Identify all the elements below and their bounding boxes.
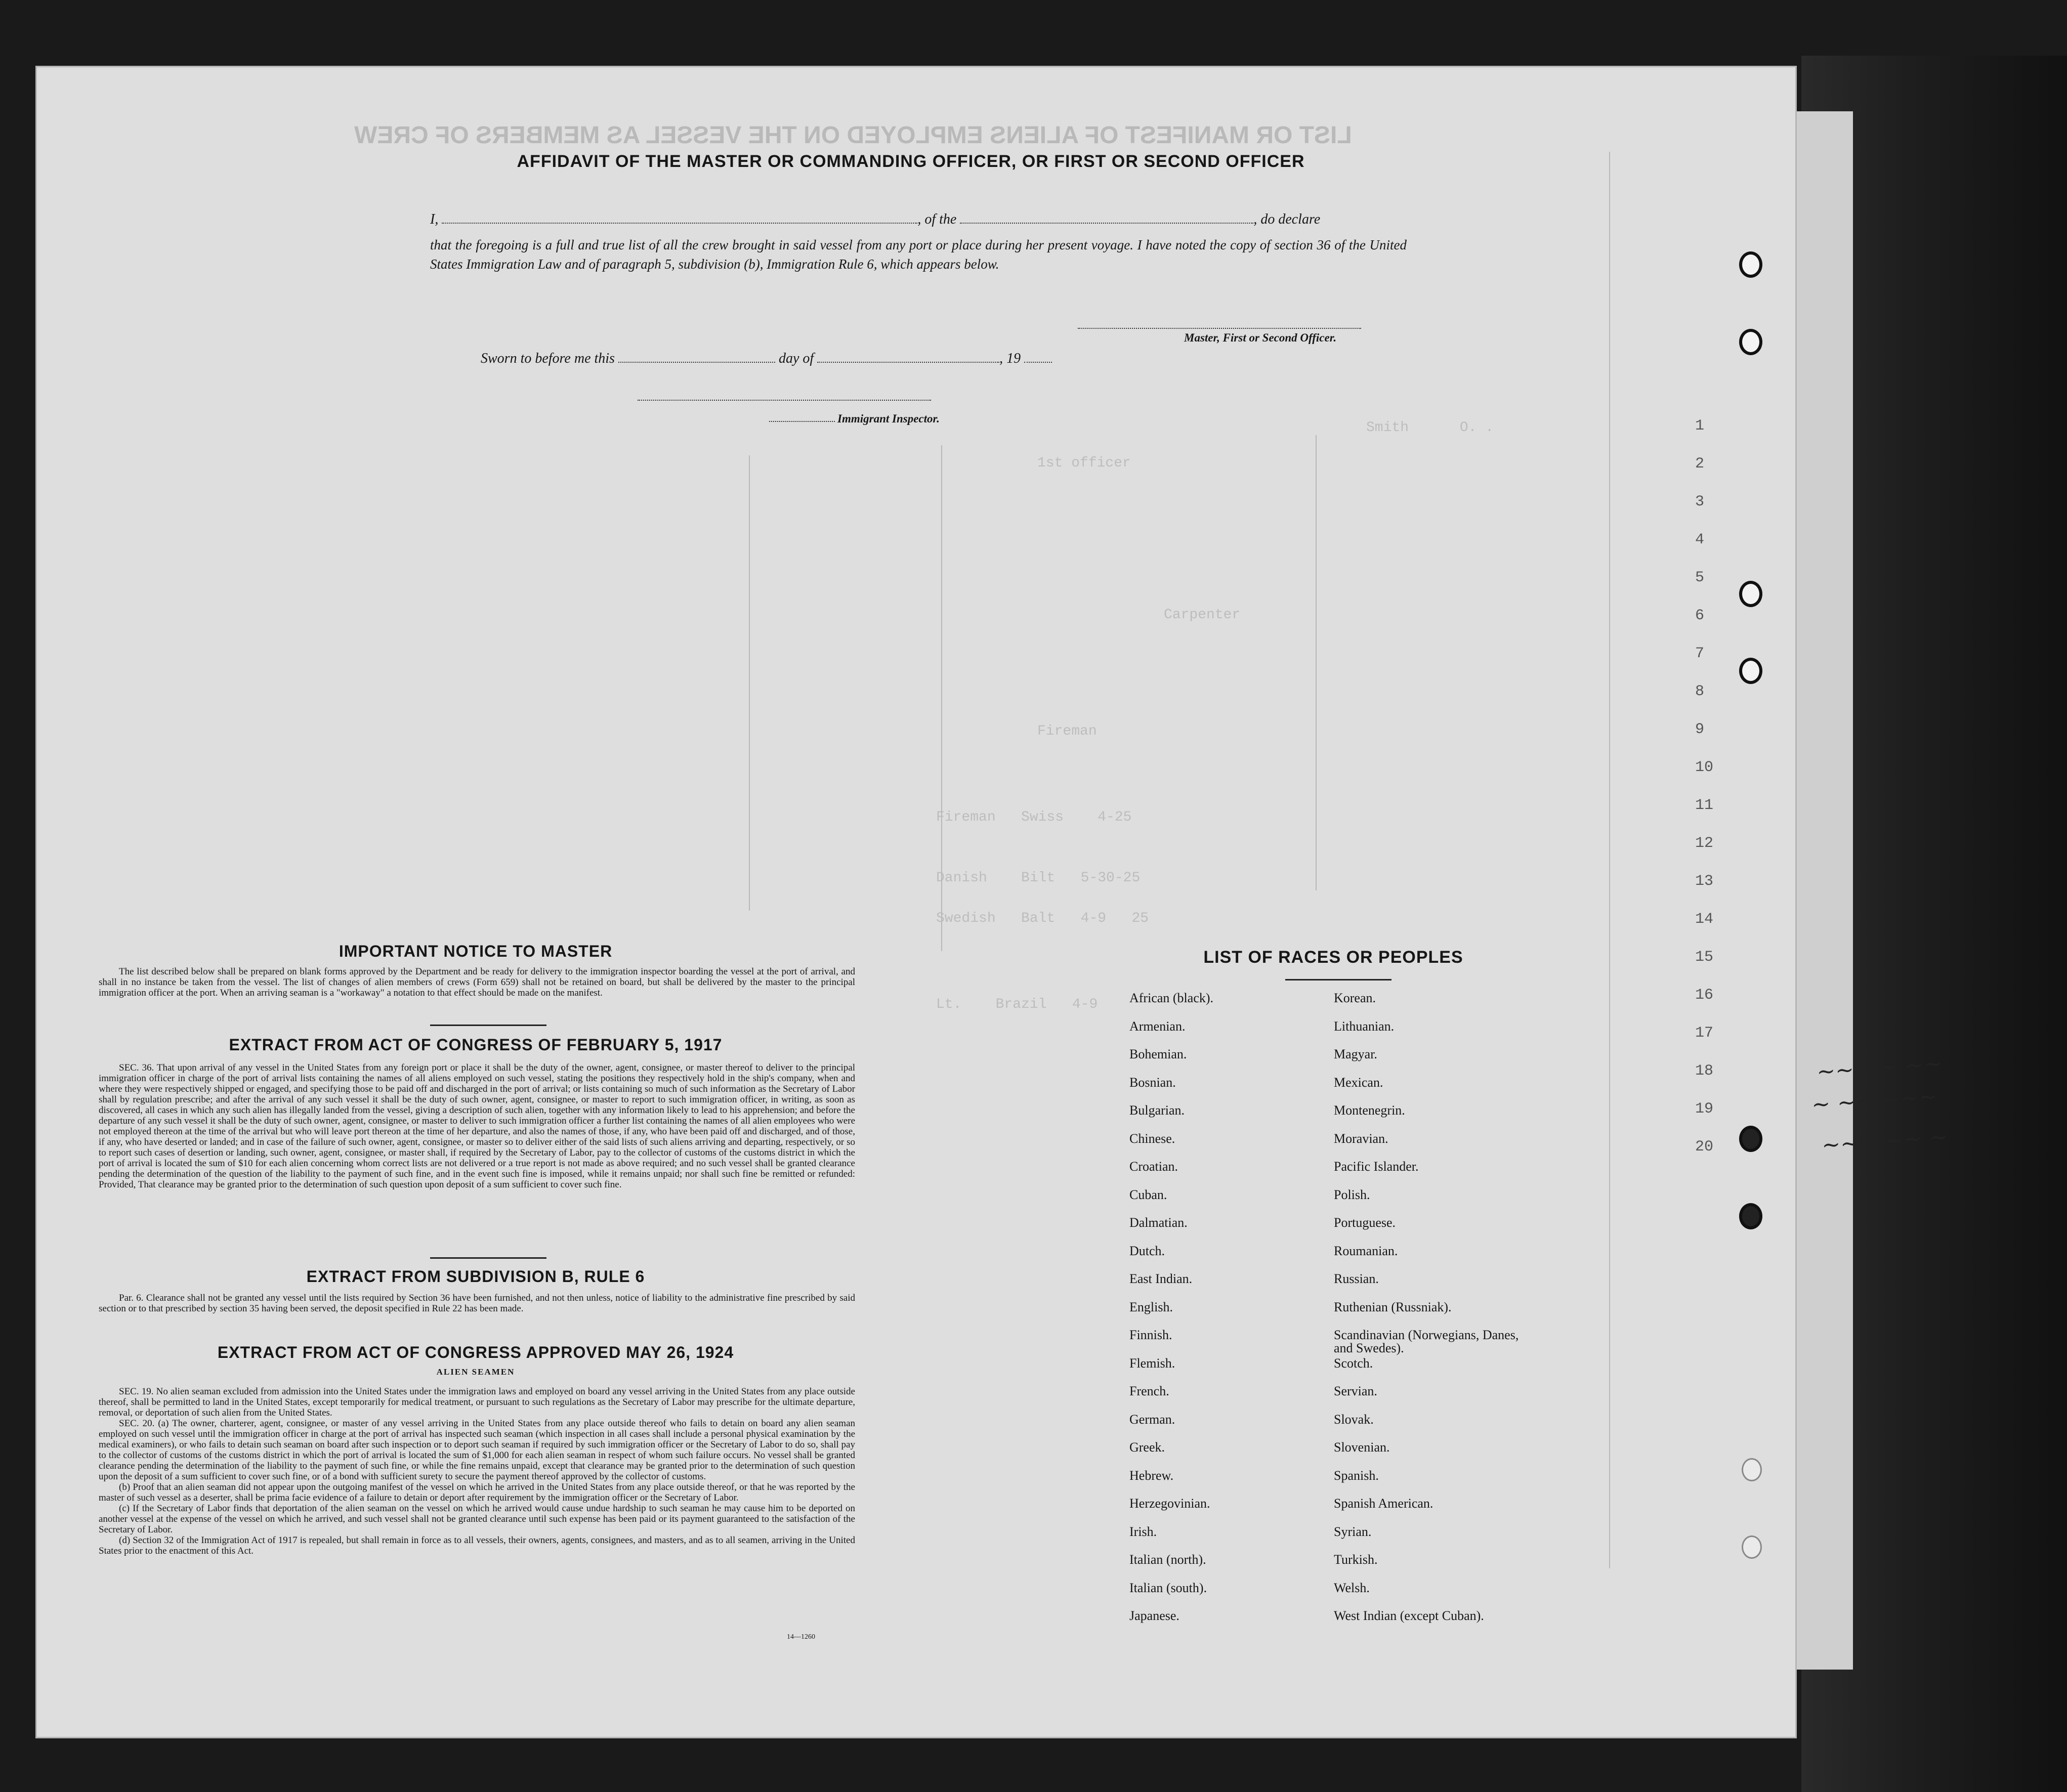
affidavit-body: that the foregoing is a full and true list of all the crew brought in said vessel from any port or place during her present voyage. I have noted the copy of section 36 of the United States Immigration Law and of paragraph 5, subdivision (b), Immigration Rule 6, which appears below. xyxy=(430,237,1407,272)
race-entry: Cuban. xyxy=(1129,1187,1167,1202)
sec20b-paragraph: (b) Proof that an alien seaman did not appear upon the outgoing manifest of the vessel on which he arrived in the United States from any place outside thereof, or that he was reported by the master of such vessel as a deserter, shall be prima facie evidence of a failure to detain or deport after requirement by the immigration officer or the Secretary of Labor. xyxy=(99,1482,855,1503)
binder-hole xyxy=(1742,1535,1762,1559)
race-entry: Japanese. xyxy=(1129,1608,1179,1623)
race-entry: Scandinavian (Norwegians, Danes, and Swedes). xyxy=(1334,1328,1519,1355)
race-entry: Herzegovinian. xyxy=(1129,1496,1210,1511)
extract-rule6-text: Par. 6. Clearance shall not be granted any vessel until the lists required by Section 36 have been furnished, and not then unless, notice of liability to the administrative fine prescribed by said section or to that prescribed by section 35 having been served, the deposit specified in Rule 22 has been made. xyxy=(99,1293,855,1314)
race-entry: German. xyxy=(1129,1412,1175,1427)
race-entry: Bulgarian. xyxy=(1129,1103,1185,1118)
inspector-signature-line[interactable] xyxy=(638,400,931,401)
race-entry: Syrian. xyxy=(1334,1524,1372,1539)
row-number: 17 xyxy=(1695,1025,1714,1042)
race-entry: Ruthenian (Russniak). xyxy=(1334,1299,1452,1314)
row-number: 20 xyxy=(1695,1138,1714,1156)
race-entry: Armenian. xyxy=(1129,1018,1186,1034)
row-number: 2 xyxy=(1695,455,1705,473)
extract-1924-text xyxy=(99,1386,855,1556)
race-entry: Magyar. xyxy=(1334,1047,1377,1061)
sworn-line xyxy=(481,351,1052,367)
sec20d-paragraph: (d) Section 32 of the Immigration Act of 1917 is repealed, but shall remain in force as to all vessels, their owners, agents, consignees, and masters, and as to all seamen, arriving in the United States prior to the enactment of this Act. xyxy=(99,1535,855,1556)
bleed-column-line xyxy=(1316,435,1317,890)
race-entry: Irish. xyxy=(1129,1524,1157,1539)
row-number: 16 xyxy=(1695,987,1714,1004)
race-entry: Slovak. xyxy=(1334,1412,1374,1427)
row-number: 10 xyxy=(1695,759,1714,776)
race-entry: Moravian. xyxy=(1334,1131,1388,1146)
race-entry: Chinese. xyxy=(1129,1131,1175,1146)
extract-1924-title: EXTRACT FROM ACT OF CONGRESS APPROVED MAY 26, 1924 xyxy=(217,1343,734,1361)
sec20c-paragraph: (c) If the Secretary of Labor finds that deportation of the alien seaman on the vessel on which he arrived would cause undue hardship to such seaman he may cause him to be deported on another vessel at the expense of the vessel on which he arrived, and such vessel shall not be granted clearance until such expense has been paid or its payment guaranteed to the satisfaction of the Secretary of Labor. xyxy=(99,1503,855,1535)
races-title: LIST OF RACES OR PEOPLES xyxy=(1203,948,1463,967)
divider-rule xyxy=(430,1025,546,1026)
affidavit-declaration-line xyxy=(430,211,1407,228)
race-entry: Montenegrin. xyxy=(1334,1103,1405,1118)
sec19-paragraph: SEC. 19. No alien seaman excluded from admission into the United States under the immigration laws and employed on board any vessel arriving in the United States from any place outside thereof, shall be permitted to land in the United States, except temporarily for medical treatment, or pursuant to such regulations as the Secretary of Labor may prescribe for the ultimate departure, removal, or deportation of such alien from the United States. xyxy=(99,1386,855,1418)
binder-hole xyxy=(1739,251,1762,278)
race-entry: Greek. xyxy=(1129,1440,1165,1455)
inspector-label: Immigrant Inspector. xyxy=(837,412,940,425)
name-blank[interactable] xyxy=(442,223,917,224)
race-entry: Spanish American. xyxy=(1334,1496,1433,1511)
notice-text: The list described below shall be prepared on blank forms approved by the Department and be ready for delivery to the immigration inspector boarding the vessel at the port of arrival, and shall in no instance be taken from the vessel. The list of changes of alien members of crews (Form 659) shall not be retained on board, but shall be delivered by the master to the principal immigration officer at the port. When an arriving seaman is a "workaway" a notation to that effect should be made on the manifest. xyxy=(99,966,855,998)
day-of-label: day of xyxy=(778,351,814,366)
race-entry: Scotch. xyxy=(1334,1355,1373,1371)
row-number: 14 xyxy=(1695,911,1714,928)
row-number: 1 xyxy=(1695,417,1705,435)
handwritten-annotation: ~~ ~~~ ~ xyxy=(1821,1124,1949,1159)
race-entry: Spanish. xyxy=(1334,1468,1379,1483)
race-entry: Dalmatian. xyxy=(1129,1215,1188,1230)
master-signature-label: Master, First or Second Officer. xyxy=(1184,331,1337,344)
binder-hole xyxy=(1739,329,1762,355)
row-number: 9 xyxy=(1695,721,1705,738)
sworn-label: Sworn to before me this xyxy=(481,351,615,366)
notice-title: IMPORTANT NOTICE TO MASTER xyxy=(339,942,613,960)
affidavit-of-label: , of the xyxy=(917,211,957,227)
sworn-day-blank[interactable] xyxy=(618,362,775,363)
race-entry: Roumanian. xyxy=(1334,1243,1398,1258)
race-entry: Polish. xyxy=(1334,1187,1370,1202)
bleed-through-title: LIST OR MANIFEST OF ALIENS EMPLOYED ON THE VESSEL AS MEMBERS OF CREW xyxy=(354,122,1352,149)
race-entry: Flemish. xyxy=(1129,1355,1175,1371)
bleed-column-line xyxy=(1609,152,1610,1568)
bleed-column-line xyxy=(749,455,750,911)
row-number: 5 xyxy=(1695,569,1705,586)
binder-hole xyxy=(1739,658,1762,684)
extract-1924-subtitle: ALIEN SEAMEN xyxy=(436,1367,515,1377)
row-number: 12 xyxy=(1695,835,1714,852)
race-entry: Korean. xyxy=(1334,991,1376,1005)
extract-rule6-title: EXTRACT FROM SUBDIVISION B, RULE 6 xyxy=(306,1267,645,1286)
race-entry: Dutch. xyxy=(1129,1243,1165,1258)
row-number: 8 xyxy=(1695,683,1705,700)
binder-hole xyxy=(1739,581,1762,607)
race-entry: West Indian (except Cuban). xyxy=(1334,1608,1484,1623)
races-title-rule xyxy=(1285,979,1391,980)
race-entry: Hebrew. xyxy=(1129,1468,1174,1483)
races-right-column xyxy=(1334,992,1536,1638)
row-number: 13 xyxy=(1695,873,1714,890)
row-number: 11 xyxy=(1695,797,1714,814)
inspector-signature-line-2[interactable] xyxy=(769,421,835,422)
row-number: 18 xyxy=(1695,1062,1714,1080)
sworn-year-blank[interactable] xyxy=(1024,362,1052,363)
row-number: 15 xyxy=(1695,949,1714,966)
sec20a-paragraph: SEC. 20. (a) The owner, charterer, agent, consignee, or master of any vessel arriving in the United States from any place outside thereof who fails to detain on board any alien seaman employed on such vessel until the immigration officer in charge at the port of arrival has inspected such seaman (which inspection in all cases shall include a personal physical examination by the medical examiners), or who fails to detain such seaman on board after such inspection or to deport such seaman if required by such immigration officer or the Secretary of Labor to do so, shall pay to the collector of customs of the customs district in which the port of arrival is located the sum of $1,000 for each alien seaman in respect of whom such failure occurs. No vessel shall be granted clearance pending the determination of the liability to the payment of such fine, or while the fine remains unpaid, except that clearance may be granted prior to the determination of such question upon the deposit of a sum sufficient to cover such fine, or of a bond with sufficient surety to secure the payment thereof approved by the collector of customs. xyxy=(99,1418,855,1482)
row-number: 7 xyxy=(1695,645,1705,662)
binder-hole xyxy=(1739,1126,1762,1152)
year-label: , 19 xyxy=(999,351,1021,366)
sworn-month-blank[interactable] xyxy=(817,362,999,363)
bleed-column-line xyxy=(941,445,942,951)
races-left-column xyxy=(1129,992,1213,1638)
race-entry: East Indian. xyxy=(1129,1271,1193,1286)
race-entry: French. xyxy=(1129,1384,1169,1398)
race-entry: African (black). xyxy=(1129,991,1214,1005)
race-entry: Pacific Islander. xyxy=(1334,1159,1419,1174)
race-entry: Italian (north). xyxy=(1129,1552,1206,1567)
binder-hole xyxy=(1742,1458,1762,1481)
race-entry: Mexican. xyxy=(1334,1075,1383,1090)
race-entry: Slovenian. xyxy=(1334,1440,1390,1455)
form-number: 14—1260 xyxy=(787,1633,815,1641)
vessel-blank[interactable] xyxy=(960,223,1253,224)
handwritten-annotation: ~~ ~~ ~~ xyxy=(1816,1050,1944,1085)
race-entry: Welsh. xyxy=(1334,1580,1370,1595)
affidavit-declare-label: , do declare xyxy=(1253,211,1321,227)
binder-hole xyxy=(1739,1203,1762,1229)
handwritten-annotation: ~ ~~ ~~~ xyxy=(1810,1083,1938,1118)
race-entry: Bosnian. xyxy=(1129,1075,1176,1090)
row-number: 4 xyxy=(1695,531,1705,548)
affidavit-i-label: I, xyxy=(430,211,439,227)
race-entry: Bohemian. xyxy=(1129,1047,1187,1061)
extract-1917-title: EXTRACT FROM ACT OF CONGRESS OF FEBRUARY 5, 1917 xyxy=(229,1036,723,1054)
affidavit-title: AFFIDAVIT OF THE MASTER OR COMMANDING OFFICER, OR FIRST OR SECOND OFFICER xyxy=(517,152,1305,171)
race-entry: English. xyxy=(1129,1299,1173,1314)
race-entry: Turkish. xyxy=(1334,1552,1378,1567)
master-signature-line[interactable] xyxy=(1078,328,1361,329)
extract-1917-text: SEC. 36. That upon arrival of any vessel in the United States from any foreign port or place it shall be the duty of the owner, agent, consignee, or master thereof to deliver to the principal immigration officer in charge of the port of arrival lists containing the names of all aliens employed on such vessel, stating the positions they respectively hold in the ship's company, when and where they were respectively shipped or engaged, and specifying those to be paid off and discharged in the port of arrival; or lists containing so much of such information as the Secretary of Labor shall by regulation prescribe; and after the arrival of any such vessel it shall be the duty of such owner, agent, consignee, or master to report to such immigration officer, in writing, as soon as discovered, all cases in which any such alien has illegally landed from the vessel, giving a description of such alien, together with any information likely to lead to his apprehension; and before the departure of any such vessel it shall be the duty of such owner, agent, consignee, or master to deliver to such immigration officer a further list containing the names of all alien employees who were not employed thereon at the time of the arrival but who will leave port thereon at the time of her departure, and also the names of those, if any, who have been paid off and discharged, and of those, if any, who have deserted or landed; and in case of the failure of such owner, agent, consignee, or master so to deliver either of the said lists of such aliens arriving and departing, respectively, or so to report such cases of desertion or landing, such owner, agent, consignee, or master shall, if required by the Secretary of Labor, pay to the collector of customs of the customs district in which the port of arrival is located the sum of $10 for each alien concerning whom correct lists are not delivered or a true report is not made as above required; and no such vessel shall be granted clearance pending the determination of the question of the liability to the payment of such fine, and in the event such fine is imposed, while it remains unpaid; nor shall such fine be remitted or refunded: Provided, That clearance may be granted prior to the determination of such question upon deposit of a sum sufficient to cover such fine. xyxy=(99,1062,855,1190)
row-number: 19 xyxy=(1695,1100,1714,1118)
race-entry: Italian (south). xyxy=(1129,1580,1207,1595)
row-number: 6 xyxy=(1695,607,1705,624)
divider-rule xyxy=(430,1257,546,1259)
row-number: 3 xyxy=(1695,493,1705,510)
race-entry: Russian. xyxy=(1334,1271,1379,1286)
race-entry: Finnish. xyxy=(1129,1328,1172,1342)
race-entry: Croatian. xyxy=(1129,1159,1178,1174)
race-entry: Servian. xyxy=(1334,1384,1377,1398)
race-entry: Lithuanian. xyxy=(1334,1018,1395,1034)
race-entry: Portuguese. xyxy=(1334,1215,1396,1230)
